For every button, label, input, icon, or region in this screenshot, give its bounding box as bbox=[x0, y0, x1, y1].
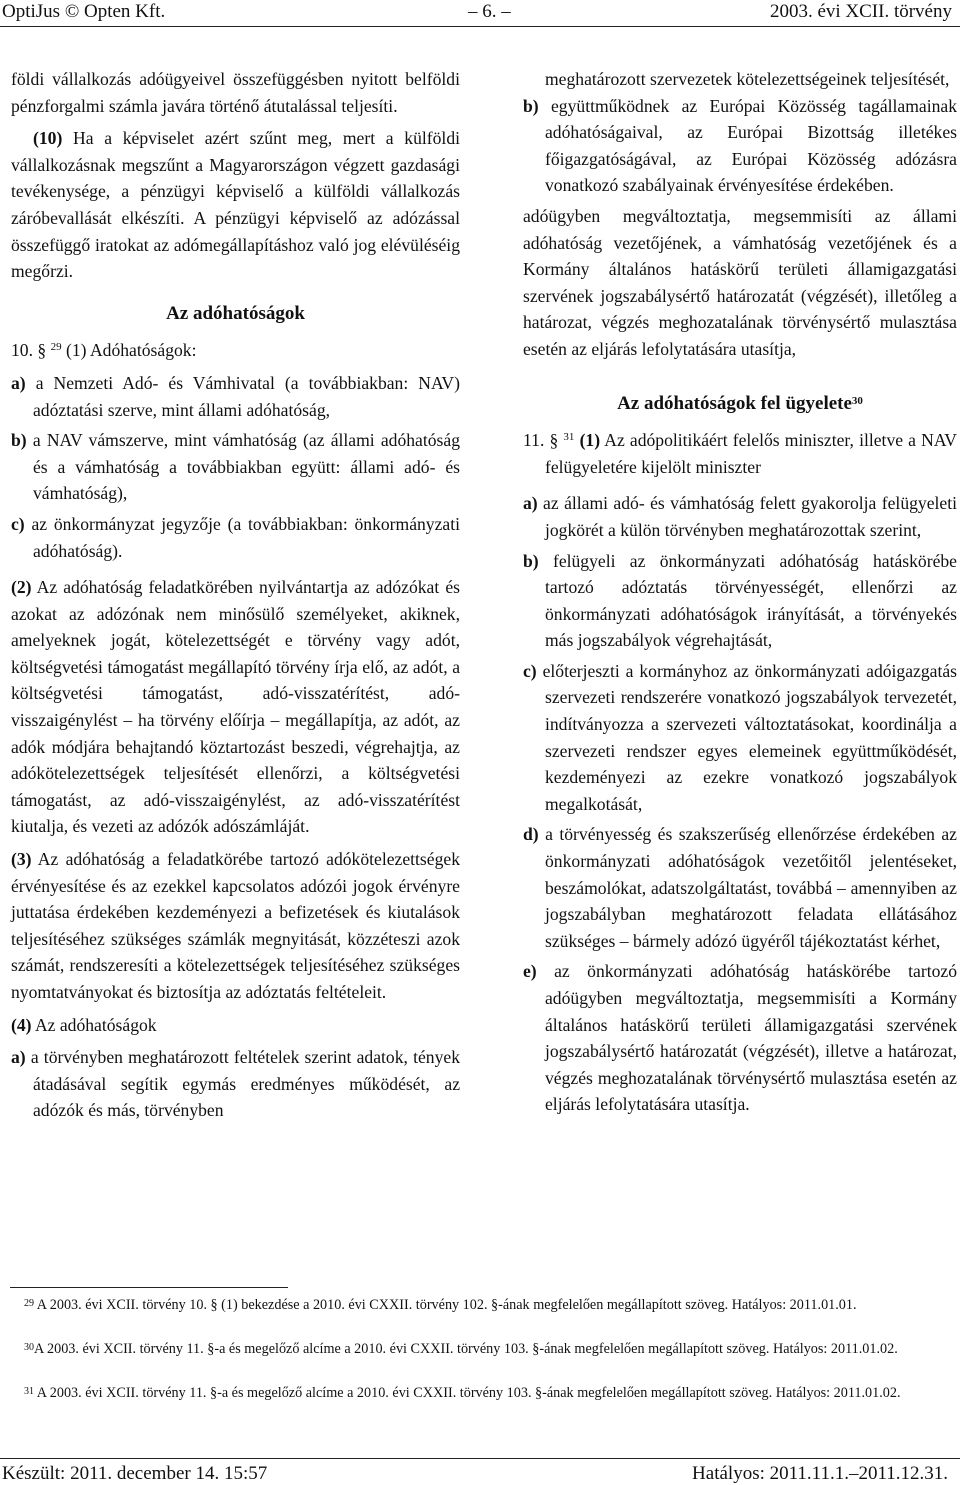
list-item-c: c) az önkormányzat jegyzője (a továbbiakban: önkormányzati adóhatóság). bbox=[11, 513, 460, 561]
paragraph-2: (2) Az adóhatóság feladatkörében nyilvántartja az adózókat és azokat az adózónak nem minősülő személyeket, akiknek, amelyeknek jogát, kötelezettségét e törvény vagy adót, költségvetési támogatást megállapító törvény írja elő, az adót, a költségvetési támogatást, adó-visszatérítést, adó-visszaigénylést – ha törvény előírja – megállapítja, az adót, az adók módjára behajtandó köztartozást beszedi, végrehajtja, az adókötelezettségek teljesítését ellenőrzi, a költségvetési támogatást, az adó-visszaigénylést, az adó-visszatérítést kiutalja, és vezeti az adózók adószámláját. bbox=[11, 577, 460, 837]
section-10-title: 10. § $^{29}$ (1) Adóhatóságok: bbox=[11, 340, 197, 361]
paragraph-4: (4) Az adóhatóságok bbox=[11, 1014, 157, 1035]
header-page-number: – 6. – bbox=[468, 1, 511, 22]
list-item-a: a) a Nemzeti Adó- és Vámhivatal (a továbbiakban: NAV) adóztatási szerve, mint állami adóhatóság, bbox=[11, 372, 460, 420]
list-item-b-eu: b) együttműködnek az Európai Közösség tagállamainak adóhatóságaival, az Európai Bizottság illetékes főigazgatóságával, az Európai Közösség adózásra vonatkozó szabályainak érvényesítése érdekében. bbox=[523, 95, 957, 196]
list-item-11a: a) az állami adó- és vámhatóság felett gyakorolja felügyeleti jogkörét a külön törvényben meghatározottak szerint, bbox=[523, 493, 957, 540]
right-column bbox=[523, 66, 957, 1122]
header-law-title: 2003. évi XCII. törvény bbox=[769, 1, 952, 22]
list-item-11b: b) felügyeli az önkormányzati adóhatóság hatáskörébe tartozó adóztatás törvényességét, ellenőrzi az önkormányzati adóhatóságok irányítását, a törvényekés más jogszabályok végrehajtását, bbox=[523, 550, 957, 651]
section-heading-tax-authorities: Az adóhatóságok bbox=[166, 302, 305, 324]
section-11-title: 11. § $^{31}$ (1) Az adópolitikáért felelős miniszter, illetve a NAV felügyeletére kijelölt miniszter bbox=[523, 430, 957, 477]
footnote-29: $^{29}$ A 2003. évi XCII. törvény 10. § (1) bekezdése a 2010. évi CXXII. törvény 102. §-ának megfelelően megállapított szöveg. Hatályos: 2011.01.01. bbox=[24, 1297, 857, 1313]
paragraph-5: adóügyben megváltoztatja, megsemmisíti az állami adóhatóság vezetőjének, a vámhatóság vezetőjének és a Kormány általános hatáskörű területi államigazgatási szervének jogszabálysértő határozatát (végzését), illetőleg a határozat, végzés meghozatalának törvénysértő mulasztása esetén az eljárás lefolytatására utasítja, bbox=[523, 205, 957, 359]
intro-paragraph: földi vállalkozás adóügyeivel összefüggésben nyitott belföldi pénzforgalmi számla javára történő átutalással teljesíti. bbox=[11, 69, 460, 116]
footnote-divider bbox=[10, 1287, 288, 1288]
footer-effective: Hatályos: 2011.11.1.–2011.12.31. bbox=[692, 1463, 948, 1484]
list-item-11c: c) előterjeszti a kormányhoz az önkormányzati adóigazgatás szervezeti rendszerére vonatkozó jogszabályok tervezetét, indítványozza a szervezeti változtatásokat, koordinálja a szervezeti rendszer egyes elemeinek együttműködését, kezdeményezi az ezekre vonatkozó jogszabályok megalkotását, bbox=[523, 660, 957, 814]
footnote-31: $^{31}$ A 2003. évi XCII. törvény 11. §-a és megelőző alcíme a 2010. évi CXXII. törvény 103. §-ának megfelelően megállapított szöveg. Hatályos: 2011.01.02. bbox=[24, 1385, 901, 1401]
list-item-11d: d) a törvényesség és szakszerűség ellenőrzése érdekében az önkormányzati adóhatóságok vezetőitől jelentéseket, beszámolókat, adatszolgáltatást, továbbá – amennyiben az jogszabályban meghatározott feladata ellátásához szükséges – bármely adózó ügyéről tájékoztatást kérhet, bbox=[523, 824, 957, 951]
paragraph-3: (3) Az adóhatóság a feladatkörébe tartozó adókötelezettségek érvényesítése és az ezekkel kapcsolatos adózói jogok érvényre juttatása érdekében kezdeményezi a befizetések és kiutalások teljesítéséhez szükséges számlák megnyitását, közzéteszi azok számát, rendszeresíti a kötelezettségek teljesítéséhez szükséges nyomtatványokat és biztosítja az adóztatás feltételeit. bbox=[11, 849, 460, 1002]
header-publisher: OptiJus © Opten Kft. bbox=[2, 1, 166, 22]
continued-text: meghatározott szervezetek kötelezettségeinek teljesítését, bbox=[545, 69, 950, 89]
list-item-11e: e) az önkormányzati adóhatóság hatáskörébe tartozó adóügyben megváltoztatja, megsemmisíti a Kormány általános hatáskörű területi államigazgatási szervének jogszabálysértő határozatát (végzését), illetve a határozat, végzés meghozatalának törvénysértő mulasztása esetén az eljárás lefolytatására utasítja. bbox=[523, 961, 957, 1115]
footnote-30: $^{30}$A 2003. évi XCII. törvény 11. §-a és megelőző alcíme a 2010. évi CXXII. törvény 103. §-ának megfelelően megállapított szöveg. Hatályos: 2011.01.02. bbox=[24, 1341, 898, 1357]
list-item-b: b) a NAV vámszerve, mint vámhatóság (az állami adóhatóság és a vámhatóság a továbbiakban együtt: állami adó- és vámhatóság), bbox=[11, 430, 460, 504]
footnote-ref-29[interactable]: 29 bbox=[50, 341, 62, 354]
page-footer bbox=[0, 1458, 960, 1485]
footer-created: Készült: 2011. december 14. 15:57 bbox=[2, 1463, 268, 1484]
footnote-ref-31[interactable]: 31 bbox=[563, 431, 575, 444]
paragraph-10: (10) Ha a képviselet azért szűnt meg, mert a külföldi vállalkozásnak megszűnt a Magyarországon végzett gazdasági tevékenysége, a pénzügyi képviselő a külföldi vállalkozás záróbevallását elkészíti. A pénzügyi képviselő az adózással összefüggő iratokat az adómegállapításhoz való jog elévüléséig megőrzi. bbox=[11, 128, 460, 282]
left-column bbox=[11, 66, 460, 1128]
list-item-4a: a) a törvényben meghatározott feltételek szerint adatok, tények átadásával segítik egymás eredményes működését, az adózók és más, törvényben bbox=[11, 1047, 460, 1121]
footnote-ref-30[interactable]: 30 bbox=[851, 394, 863, 407]
page-header bbox=[0, 0, 960, 27]
section-heading-supervision: Az adóhatóságok fel ügyelete$^{30}$ bbox=[617, 392, 863, 414]
